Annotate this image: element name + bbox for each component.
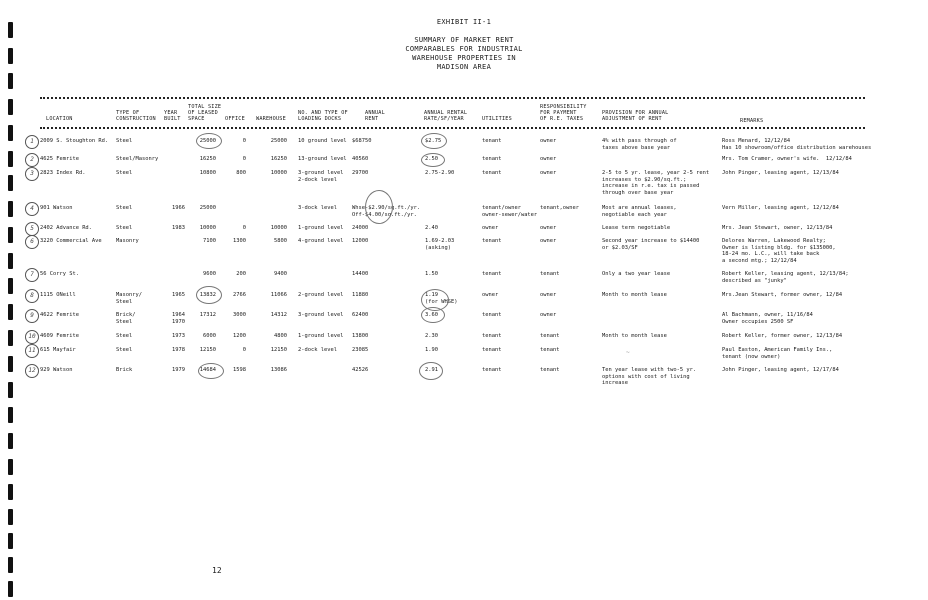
cell-utilities: tenant <box>482 333 502 339</box>
cell-rent: 40560 <box>352 156 369 162</box>
cell-office: 1598 <box>233 367 246 373</box>
cell-rent: 29700 <box>352 170 369 176</box>
cell-total: 14684 <box>199 367 216 373</box>
binder-hole <box>8 278 13 294</box>
row-number-annotation: 10 <box>25 330 39 344</box>
row-number-annotation: 9 <box>25 309 39 323</box>
cell-remarks: John Pinger, leasing agent, 12/13/84 <box>722 170 839 176</box>
binder-hole <box>8 533 13 549</box>
cell-type: Steel <box>116 347 133 353</box>
cell-total: 25000 <box>199 205 216 211</box>
cell-year: 1964 1970 <box>172 312 185 325</box>
header-rule <box>40 127 865 129</box>
cell-remarks: Delores Warren, Lakewood Realty; Owner is listing bldg. for $135000, 18-24 mo. L.C., will take back a second mtg.; 12/12/84 <box>722 238 836 264</box>
header-total-size: TOTAL SIZE OF LEASED SPACE <box>188 104 222 123</box>
cell-location: 4625 Femrite <box>40 156 79 162</box>
cell-rate: 2.40 <box>425 225 438 231</box>
cell-rate: 3.60 <box>425 312 438 318</box>
header-utilities: UTILITIES <box>482 116 512 122</box>
header-year: YEAR BUILT <box>164 110 181 123</box>
cell-type: Steel <box>116 138 133 144</box>
cell-warehouse: 14312 <box>270 312 287 318</box>
cell-rent: 12000 <box>352 238 369 244</box>
cell-type: Brick/ Steel <box>116 312 136 325</box>
page-number: 12 <box>212 566 222 575</box>
cell-provision: Most are annual leases, negotiable each year <box>602 205 677 218</box>
title-line-3: WAREHOUSE PROPERTIES IN <box>412 54 516 62</box>
cell-year: 1966 <box>172 205 185 211</box>
cell-warehouse: 4800 <box>274 333 287 339</box>
cell-location: 4609 Femrite <box>40 333 79 339</box>
cell-docks: 3-dock level <box>298 205 337 211</box>
cell-rent: 14400 <box>352 271 369 277</box>
cell-warehouse: 13086 <box>270 367 287 373</box>
cell-location: 1115 ONeill <box>40 292 76 298</box>
cell-docks: 10 ground level <box>298 138 347 144</box>
header-type: TYPE OF CONSTRUCTION <box>116 110 156 123</box>
row-number-annotation: 12 <box>25 364 39 378</box>
cell-type: Masonry <box>116 238 139 244</box>
cell-location: 3220 Commercial Ave <box>40 238 102 244</box>
cell-year: 1979 <box>172 367 185 373</box>
binder-hole <box>8 356 13 372</box>
cell-type: Steel/Masonry <box>116 156 159 162</box>
cell-docks: 3-ground level 2-dock level <box>298 170 344 183</box>
cell-total: 9600 <box>203 271 216 277</box>
cell-type: Masonry/ Steel <box>116 292 142 305</box>
binder-hole <box>8 175 13 191</box>
cell-remarks: Robert Keller, former owner, 12/13/84 <box>722 333 843 339</box>
cell-warehouse: 9400 <box>274 271 287 277</box>
cell-office: 0 <box>242 347 246 353</box>
cell-office: 200 <box>236 271 246 277</box>
binder-hole <box>8 227 13 243</box>
cell-rate: $2.75 <box>425 138 442 144</box>
cell-docks: 4-ground level <box>298 238 344 244</box>
cell-office: 0 <box>242 156 246 162</box>
cell-type: Steel <box>116 170 133 176</box>
hand-drawn-circle <box>419 362 443 380</box>
cell-total: 10800 <box>199 170 216 176</box>
title-line-4: MADISON AREA <box>436 63 492 71</box>
cell-remarks: Al Bachmann, owner, 11/16/84 Owner occupies 2500 SF <box>722 312 813 325</box>
cell-total: 25000 <box>199 138 216 144</box>
cell-rent: 42526 <box>352 367 369 373</box>
cell-remarks: Robert Keller, leasing agent, 12/13/84; described as "junky" <box>722 271 849 284</box>
cell-provision: Ten year lease with two-5 yr. options with cost of living increase <box>602 367 697 387</box>
binder-hole <box>8 581 13 597</box>
cell-utilities: tenant <box>482 367 502 373</box>
cell-location: 2009 S. Stoughton Rd. <box>40 138 109 144</box>
cell-docks: 3-ground level <box>298 312 344 318</box>
hand-drawn-circle <box>198 363 224 379</box>
top-rule <box>40 97 865 99</box>
row-number-annotation: 1 <box>25 135 39 149</box>
hand-drawn-circle <box>196 286 222 304</box>
header-rental-rate: ANNUAL RENTAL RATE/SF/YEAR <box>424 110 468 123</box>
cell-resp: tenant <box>540 271 560 277</box>
binder-hole <box>8 99 13 115</box>
cell-office: 0 <box>242 225 246 231</box>
cell-total: 16250 <box>199 156 216 162</box>
cell-office: 800 <box>236 170 246 176</box>
cell-resp: owner <box>540 312 557 318</box>
cell-rent: 62400 <box>352 312 369 318</box>
cell-resp: owner <box>540 170 557 176</box>
cell-year: 1973 <box>172 333 185 339</box>
cell-remarks: Mrs.Jean Stewart, former owner, 12/84 <box>722 292 843 298</box>
cell-utilities: tenant <box>482 312 502 318</box>
cell-warehouse: 5800 <box>274 238 287 244</box>
cell-year: 1965 <box>172 292 185 298</box>
cell-type: Steel <box>116 225 133 231</box>
header-provision: PROVISION FOR ANNUAL ADJUSTMENT OF RENT <box>602 110 669 123</box>
binder-hole <box>8 253 13 269</box>
cell-utilities: owner <box>482 292 499 298</box>
cell-resp: tenant <box>540 333 560 339</box>
row-number-annotation: 11 <box>25 344 39 358</box>
cell-docks: 2-dock level <box>298 347 337 353</box>
binder-hole <box>8 433 13 449</box>
cell-utilities: tenant <box>482 271 502 277</box>
cell-utilities: tenant <box>482 170 502 176</box>
cell-provision: Lease term negotiable <box>602 225 671 231</box>
hand-drawn-circle <box>421 133 447 149</box>
cell-rent: 23085 <box>352 347 369 353</box>
binder-hole <box>8 407 13 423</box>
cell-total: 12150 <box>199 347 216 353</box>
cell-type: Steel <box>116 205 133 211</box>
cell-provision: Only a two year lease <box>602 271 671 277</box>
row-number-annotation: 6 <box>25 235 39 249</box>
cell-type: Brick <box>116 367 133 373</box>
cell-resp: owner <box>540 156 557 162</box>
cell-remarks: Ross Menard, 12/12/84 Has 10 showroom/office distribution warehouses <box>722 138 872 151</box>
cell-remarks: Mrs. Tom Cramer, owner's wife. 12/12/84 <box>722 156 852 162</box>
cell-rate: 2.75-2.90 <box>425 170 455 176</box>
cell-rate: 2.50 <box>425 156 438 162</box>
cell-office: 1200 <box>233 333 246 339</box>
cell-location: 56 Corry St. <box>40 271 79 277</box>
cell-remarks: Mrs. Jean Stewart, owner, 12/13/84 <box>722 225 833 231</box>
cell-resp: tenant <box>540 347 560 353</box>
cell-rent: Whse-$2.90/sq.ft./yr. Off-$4.00/sq.ft./yr. <box>352 205 421 218</box>
cell-resp: owner <box>540 292 557 298</box>
row-number-annotation: 3 <box>25 167 39 181</box>
cell-provision: 4% with pass through of taxes above base year <box>602 138 677 151</box>
cell-utilities: tenant <box>482 347 502 353</box>
row-number-annotation: 2 <box>25 153 39 167</box>
cell-office: 2766 <box>233 292 246 298</box>
cell-utilities: tenant <box>482 156 502 162</box>
cell-location: 615 Mayfair <box>40 347 76 353</box>
cell-location: 4622 Femrite <box>40 312 79 318</box>
cell-utilities: tenant <box>482 138 502 144</box>
cell-warehouse: 12150 <box>270 347 287 353</box>
title-line-2: COMPARABLES FOR INDUSTRIAL <box>405 45 523 53</box>
cell-resp: owner <box>540 238 557 244</box>
cell-location: 2402 Advance Rd. <box>40 225 92 231</box>
cell-warehouse: 11066 <box>270 292 287 298</box>
cell-total: 10000 <box>199 225 216 231</box>
binder-hole <box>8 330 13 346</box>
cell-utilities: tenant/owner owner-sewer/water <box>482 205 538 218</box>
cell-provision: Month to month lease <box>602 333 667 339</box>
row-number-annotation: 7 <box>25 268 39 282</box>
binder-hole <box>8 73 13 89</box>
cell-location: 2823 Index Rd. <box>40 170 86 176</box>
header-responsibility: RESPONSIBILITY FOR PAYMENT OF R.E. TAXES <box>540 104 587 123</box>
cell-resp: owner <box>540 138 557 144</box>
cell-docks: 13-ground level <box>298 156 347 162</box>
cell-office: 3000 <box>233 312 246 318</box>
cell-provision: Second year increase to $14400 or $2.03/SF <box>602 238 700 251</box>
cell-docks: 1-ground level <box>298 225 344 231</box>
binder-hole <box>8 201 13 217</box>
cell-type: Steel <box>116 333 133 339</box>
cell-office: 1300 <box>233 238 246 244</box>
cell-warehouse: 10000 <box>270 170 287 176</box>
cell-rent: $68750 <box>352 138 372 144</box>
cell-rate: 2.91 <box>425 367 438 373</box>
cell-location: 929 Watson <box>40 367 73 373</box>
hand-drawn-circle <box>196 133 222 149</box>
cell-provision: 2-5 to 5 yr. lease, year 2-5 rent increases to $2.90/sq.ft.; increase in r.e. tax is passed through over base year <box>602 170 710 196</box>
cell-location: 901 Watson <box>40 205 73 211</box>
header-warehouse: WAREHOUSE <box>256 116 286 122</box>
binder-hole <box>8 509 13 525</box>
hand-drawn-circle <box>365 190 393 224</box>
cell-provision: Month to month lease <box>602 292 667 298</box>
binder-hole <box>8 125 13 141</box>
binder-hole <box>8 557 13 573</box>
cell-warehouse: 10000 <box>270 225 287 231</box>
cell-rate: 1.50 <box>425 271 438 277</box>
cell-remarks: Vern Miller, leasing agent, 12/12/84 <box>722 205 839 211</box>
binder-hole <box>8 382 13 398</box>
cell-total: 13832 <box>199 292 216 298</box>
hand-drawn-circle <box>421 307 445 323</box>
cell-year: 1978 <box>172 347 185 353</box>
cell-rate: 1.19 (for WHSE) <box>425 292 458 305</box>
row-number-annotation: 8 <box>25 289 39 303</box>
cell-rent: 24000 <box>352 225 369 231</box>
header-annual-rent: ANNUAL RENT <box>365 110 385 123</box>
cell-docks: 2-ground level <box>298 292 344 298</box>
cell-rent: 13800 <box>352 333 369 339</box>
cell-resp: tenant,owner <box>540 205 579 211</box>
hand-drawn-circle <box>421 153 445 167</box>
cell-rate: 1.69-2.03 (asking) <box>425 238 455 251</box>
cell-docks: 1-ground level <box>298 333 344 339</box>
cell-rate: 2.30 <box>425 333 438 339</box>
stray-mark: ~ <box>626 349 630 356</box>
cell-utilities: tenant <box>482 238 502 244</box>
cell-warehouse: 16250 <box>270 156 287 162</box>
binder-hole <box>8 459 13 475</box>
cell-rate: 1.90 <box>425 347 438 353</box>
cell-rent: 11880 <box>352 292 369 298</box>
cell-total: 17312 <box>199 312 216 318</box>
row-number-annotation: 5 <box>25 222 39 236</box>
cell-remarks: John Pinger, leasing agent, 12/17/84 <box>722 367 839 373</box>
binder-hole <box>8 484 13 500</box>
header-loading-docks: NO. AND TYPE OF LOADING DOCKS <box>298 110 348 123</box>
cell-total: 6000 <box>203 333 216 339</box>
binder-hole <box>8 304 13 320</box>
cell-resp: tenant <box>540 367 560 373</box>
header-remarks: REMARKS <box>740 118 764 124</box>
exhibit-label: EXHIBIT II-1 <box>436 18 492 26</box>
binder-hole <box>8 151 13 167</box>
cell-office: 0 <box>242 138 246 144</box>
header-office: OFFICE <box>225 116 245 122</box>
binder-holes <box>8 0 14 600</box>
header-location: LOCATION <box>46 116 73 122</box>
cell-utilities: owner <box>482 225 499 231</box>
cell-resp: owner <box>540 225 557 231</box>
cell-year: 1983 <box>172 225 185 231</box>
row-number-annotation: 4 <box>25 202 39 216</box>
cell-warehouse: 25000 <box>270 138 287 144</box>
title-line-1: SUMMARY OF MARKET RENT <box>414 36 514 44</box>
cell-remarks: Paul Easton, American Family Ins., tenant (now owner) <box>722 347 833 360</box>
cell-total: 7100 <box>203 238 216 244</box>
